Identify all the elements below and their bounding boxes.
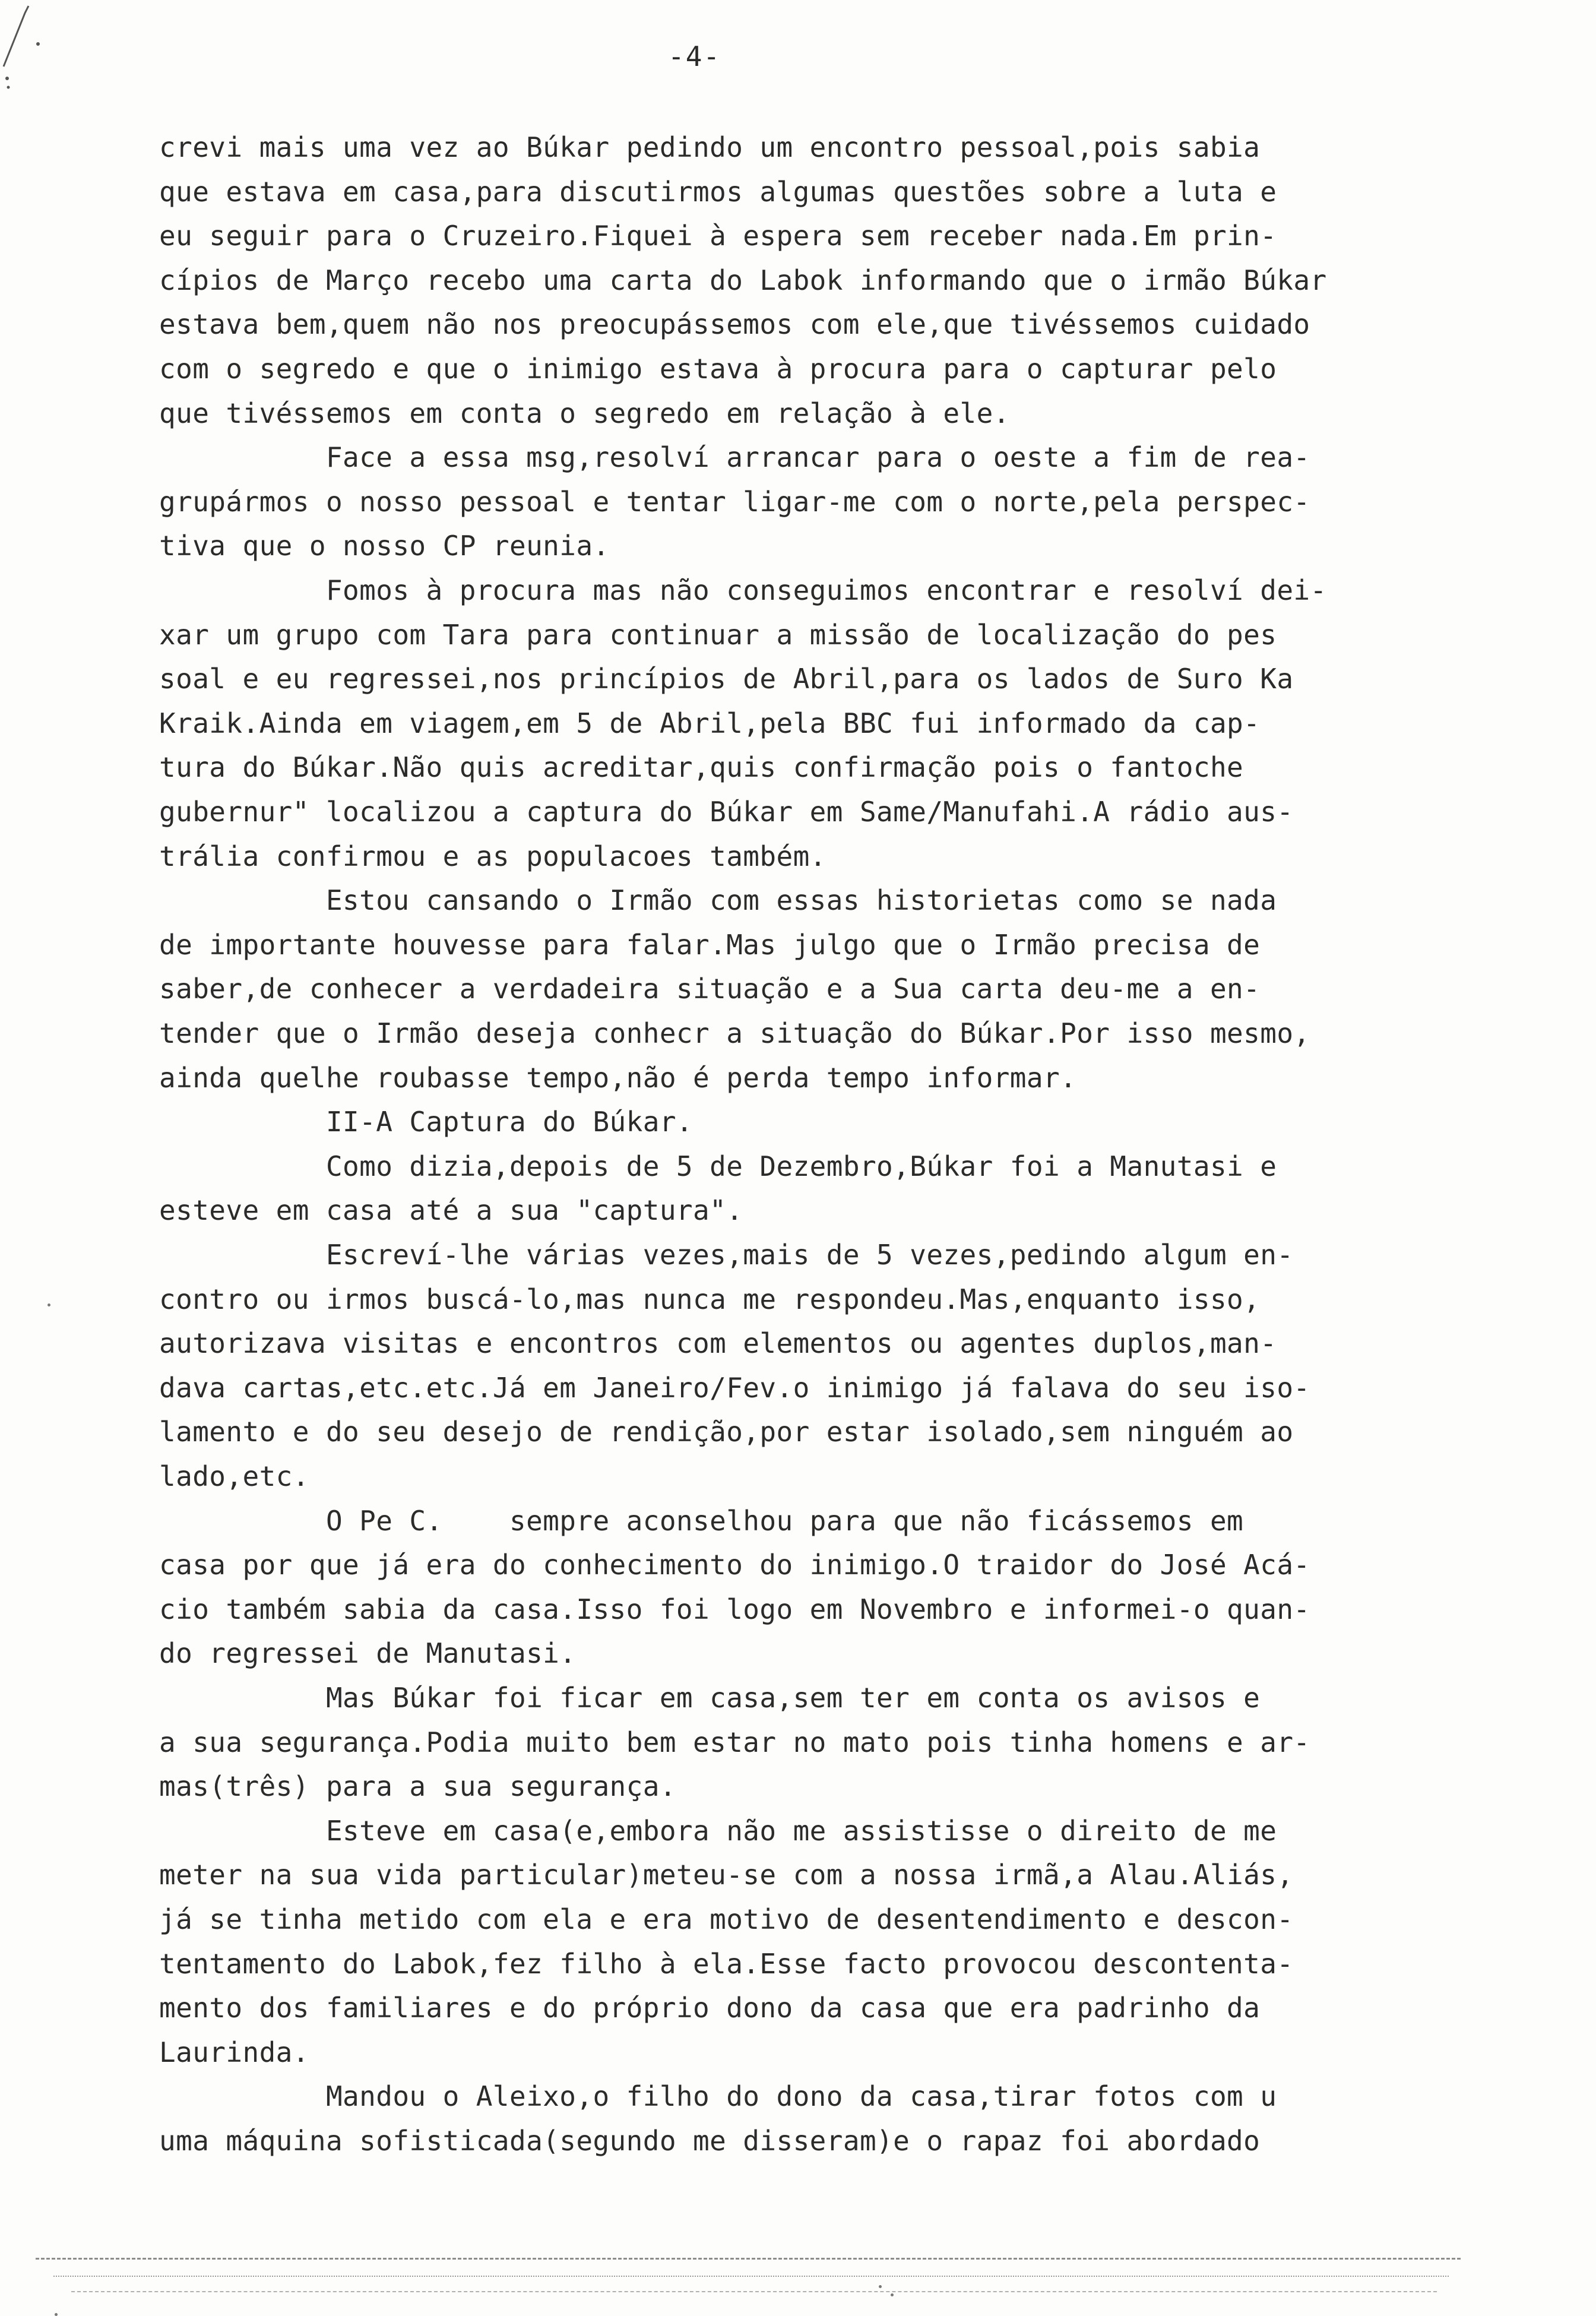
text-line: contro ou irmos buscá-lo,mas nunca me respondeu.Mas,enquanto isso, [159, 1283, 1261, 1315]
text-line: Escreví-lhe várias vezes,mais de 5 vezes,pedindo algum en- [159, 1239, 1294, 1271]
text-line: crevi mais uma vez ao Búkar pedindo um encontro pessoal,pois sabia [159, 131, 1261, 163]
text-line: autorizava visitas e encontros com elementos ou agentes duplos,man- [159, 1327, 1277, 1359]
text-line: xar um grupo com Tara para continuar a missão de localização do pes [159, 619, 1277, 651]
text-line: dava cartas,etc.etc.Já em Janeiro/Fev.o inimigo já falava do seu iso- [159, 1372, 1310, 1404]
text-line: O Pe C. sempre aconselhou para que não ficássemos em [159, 1505, 1244, 1537]
text-line: lamento e do seu desejo de rendição,por estar isolado,sem ninguém ao [159, 1416, 1294, 1448]
text-line: mas(três) para a sua segurança. [159, 1770, 676, 1802]
text-line: saber,de conhecer a verdadeira situação e a Sua carta deu-me a en- [159, 973, 1261, 1005]
page-number: -4- [668, 40, 721, 72]
text-line: Fomos à procura mas não conseguimos encontrar e resolví dei- [159, 574, 1327, 606]
text-line: meter na sua vida particular)meteu-se com a nossa irmã,a Alau.Aliás, [159, 1859, 1294, 1891]
bottom-dashed-rule [36, 2258, 1461, 2260]
text-line: do regressei de Manutasi. [159, 1637, 577, 1669]
text-line: cípios de Março recebo uma carta do Labok informando que o irmão Búkar [159, 264, 1327, 296]
text-line: Esteve em casa(e,embora não me assistisse o direito de me [159, 1815, 1277, 1847]
text-line: eu seguir para o Cruzeiro.Fiquei à espera sem receber nada.Em prin- [159, 220, 1277, 252]
text-line: grupármos o nosso pessoal e tentar ligar-me com o norte,pela perspec- [159, 486, 1310, 518]
text-line: Face a essa msg,resolví arrancar para o oeste a fim de rea- [159, 441, 1310, 473]
text-line: cio também sabia da casa.Isso foi logo em Novembro e informei-o quan- [159, 1593, 1310, 1625]
text-line: tentamento do Labok,fez filho à ela.Esse facto provocou descontenta- [159, 1948, 1294, 1980]
bottom-dotted-rule [53, 2276, 1449, 2277]
text-line: de importante houvesse para falar.Mas julgo que o Irmão precisa de [159, 929, 1261, 961]
text-line: Como dizia,depois de 5 de Dezembro,Búkar foi a Manutasi e [159, 1150, 1277, 1182]
text-line: que tivéssemos em conta o segredo em relação à ele. [159, 397, 1010, 429]
ink-speck [879, 2285, 882, 2288]
text-line: tender que o Irmão deseja conhecr a situação do Búkar.Por isso mesmo, [159, 1017, 1310, 1049]
text-line: Mas Búkar foi ficar em casa,sem ter em conta os avisos e [159, 1682, 1261, 1714]
text-line: uma máquina sofisticada(segundo me disseram)e o rapaz foi abordado [159, 2125, 1261, 2157]
text-line: mento dos familiares e do próprio dono da casa que era padrinho da [159, 1992, 1261, 2024]
text-line: soal e eu regressei,nos princípios de Abril,para os lados de Suro Ka [159, 663, 1294, 695]
ink-speck [48, 1303, 50, 1306]
text-line: estava bem,quem não nos preocupássemos com ele,que tivéssemos cuidado [159, 308, 1310, 340]
text-line: II-A Captura do Búkar. [159, 1106, 694, 1138]
text-line: a sua segurança.Podia muito bem estar no mato pois tinha homens e ar- [159, 1726, 1310, 1758]
corner-pen-mark [1, 1, 55, 90]
text-line: trália confirmou e as populacoes também. [159, 840, 826, 872]
text-line: Mandou o Aleixo,o filho do dono da casa,tirar fotos com u [159, 2080, 1277, 2112]
text-line: ainda quelhe roubasse tempo,não é perda tempo informar. [159, 1062, 1077, 1094]
text-line: esteve em casa até a sua "captura". [159, 1194, 743, 1226]
text-line: casa por que já era do conhecimento do inimigo.O traidor do José Acá- [159, 1549, 1310, 1581]
text-line: lado,etc. [159, 1460, 309, 1492]
ink-speck [891, 2293, 894, 2296]
ink-speck [55, 2313, 58, 2316]
text-line: com o segredo e que o inimigo estava à procura para o capturar pelo [159, 353, 1277, 385]
text-line: Kraik.Ainda em viagem,em 5 de Abril,pela BBC fui informado da cap- [159, 707, 1261, 739]
text-line: tiva que o nosso CP reunia. [159, 530, 610, 562]
text-line: já se tinha metido com ela e era motivo de desentendimento e descon- [159, 1903, 1294, 1935]
text-line: gubernur" localizou a captura do Búkar em Same/Manufahi.A rádio aus- [159, 796, 1294, 828]
text-line: tura do Búkar.Não quis acreditar,quis confirmação pois o fantoche [159, 751, 1244, 783]
text-line: que estava em casa,para discutirmos algumas questões sobre a luta e [159, 176, 1277, 208]
bottom-dashed-rule-2 [71, 2291, 1437, 2292]
text-line: Laurinda. [159, 2036, 309, 2068]
text-line: Estou cansando o Irmão com essas historietas como se nada [159, 884, 1277, 916]
